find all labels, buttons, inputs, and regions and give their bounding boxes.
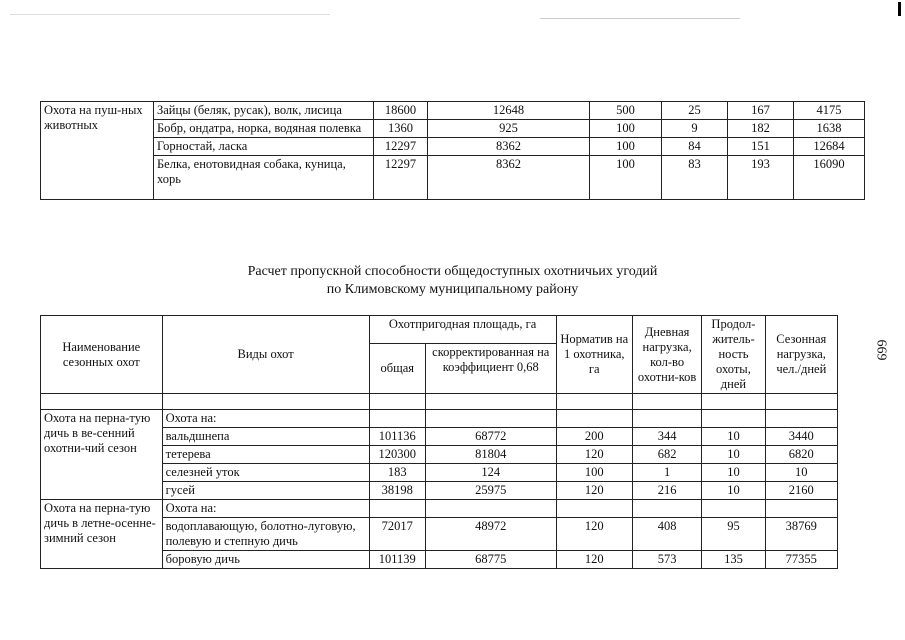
empty-cell (369, 500, 425, 518)
kind-cell: боровую дичь (162, 551, 369, 569)
empty-cell (41, 394, 163, 410)
daily-load-cell: 408 (632, 518, 701, 551)
adjusted-area-cell: 25975 (425, 482, 556, 500)
kind-cell: Белка, енотовидная собака, куница, хорь (154, 156, 374, 200)
header-season: Сезонная нагрузка, чел./дней (765, 316, 837, 394)
season-load-cell: 77355 (765, 551, 837, 569)
empty-cell (556, 500, 632, 518)
adjusted-area-cell: 81804 (425, 446, 556, 464)
total-area-cell: 12297 (374, 138, 428, 156)
kind-cell: Бобр, ондатра, норка, водяная полевка (154, 120, 374, 138)
empty-cell (632, 394, 701, 410)
season-load-cell: 16090 (794, 156, 865, 200)
adjusted-area-cell: 124 (425, 464, 556, 482)
norm-cell: 500 (590, 102, 662, 120)
scan-line (10, 14, 330, 15)
table-row (41, 138, 865, 156)
kind-cell: вальдшнепа (162, 428, 369, 446)
group-intro-cell: Охота на: (162, 500, 369, 518)
total-area-cell: 101136 (369, 428, 425, 446)
kind-cell: Горностай, ласка (154, 138, 374, 156)
header-row (41, 316, 838, 344)
table-row (41, 102, 865, 120)
empty-cell (702, 394, 765, 410)
duration-cell: 10 (702, 446, 765, 464)
duration-cell: 10 (702, 482, 765, 500)
empty-cell (765, 410, 837, 428)
season-load-cell: 6820 (765, 446, 837, 464)
season-load-cell: 3440 (765, 428, 837, 446)
season-load-cell: 38769 (765, 518, 837, 551)
daily-load-cell: 1 (632, 464, 701, 482)
group-intro-cell: Охота на: (162, 410, 369, 428)
title-line-1: Расчет пропускной способности общедоступных охотничьих угодий (247, 264, 658, 279)
season-load-cell: 2160 (765, 482, 837, 500)
season-load-cell: 4175 (794, 102, 865, 120)
total-area-cell: 101139 (369, 551, 425, 569)
total-area-cell: 18600 (374, 102, 428, 120)
daily-load-cell: 573 (632, 551, 701, 569)
total-area-cell: 183 (369, 464, 425, 482)
duration-cell: 135 (702, 551, 765, 569)
header-kinds: Виды охот (162, 316, 369, 394)
table-row (41, 410, 838, 428)
empty-cell (425, 394, 556, 410)
adjusted-area-cell: 68772 (425, 428, 556, 446)
norm-cell: 120 (556, 482, 632, 500)
empty-cell (702, 500, 765, 518)
header-norm: Норматив на 1 охотника, га (556, 316, 632, 394)
header-area-total: общая (369, 343, 425, 393)
daily-load-cell: 84 (662, 138, 728, 156)
total-area-cell: 12297 (374, 156, 428, 200)
table-row (41, 120, 865, 138)
total-area-cell: 72017 (369, 518, 425, 551)
group-name-cell: Охота на перна-тую дичь в ве-сенний охотни-чий сезон (41, 410, 163, 500)
page-number: 669 (873, 339, 889, 361)
kind-cell: тетерева (162, 446, 369, 464)
edge-mark (898, 2, 901, 16)
empty-cell (425, 500, 556, 518)
kind-cell: Зайцы (беляк, русак), волк, лисица (154, 102, 374, 120)
season-load-cell: 1638 (794, 120, 865, 138)
norm-cell: 100 (556, 464, 632, 482)
header-name: Наименование сезонных охот (41, 316, 163, 394)
table-row (41, 500, 838, 518)
daily-load-cell: 83 (662, 156, 728, 200)
norm-cell: 200 (556, 428, 632, 446)
norm-cell: 100 (590, 120, 662, 138)
adjusted-area-cell: 8362 (428, 156, 590, 200)
empty-cell (632, 410, 701, 428)
empty-cell (556, 394, 632, 410)
norm-cell: 120 (556, 551, 632, 569)
empty-cell (702, 410, 765, 428)
empty-cell (765, 500, 837, 518)
adjusted-area-cell: 12648 (428, 102, 590, 120)
empty-cell (632, 500, 701, 518)
title-line-2: по Климовскому муниципальному району (326, 282, 579, 297)
daily-load-cell: 682 (632, 446, 701, 464)
norm-cell: 100 (590, 156, 662, 200)
empty-cell (369, 394, 425, 410)
duration-cell: 182 (728, 120, 794, 138)
adjusted-area-cell: 925 (428, 120, 590, 138)
daily-load-cell: 216 (632, 482, 701, 500)
header-area: Охотпригодная площадь, га (369, 316, 556, 344)
total-area-cell: 120300 (369, 446, 425, 464)
duration-cell: 95 (702, 518, 765, 551)
duration-cell: 10 (702, 464, 765, 482)
empty-cell (162, 394, 369, 410)
norm-cell: 120 (556, 518, 632, 551)
spacer-row (41, 394, 838, 410)
group-name-cell: Охота на пуш-ных животных (41, 102, 154, 200)
total-area-cell: 1360 (374, 120, 428, 138)
group-name-cell: Охота на перна-тую дичь в летне-осенне-зимний сезон (41, 500, 163, 569)
duration-cell: 167 (728, 102, 794, 120)
empty-cell (556, 410, 632, 428)
duration-cell: 151 (728, 138, 794, 156)
kind-cell: гусей (162, 482, 369, 500)
adjusted-area-cell: 8362 (428, 138, 590, 156)
table-row (41, 156, 865, 200)
total-area-cell: 38198 (369, 482, 425, 500)
daily-load-cell: 344 (632, 428, 701, 446)
kind-cell: водоплавающую, болотно-луговую, полевую и степную дичь (162, 518, 369, 551)
header-duration: Продол-житель-ность охоты, дней (702, 316, 765, 394)
scan-line (540, 18, 740, 19)
capacity-table (40, 315, 838, 569)
adjusted-area-cell: 68775 (425, 551, 556, 569)
daily-load-cell: 25 (662, 102, 728, 120)
header-load: Дневная нагрузка, кол-во охотни-ков (632, 316, 701, 394)
season-load-cell: 12684 (794, 138, 865, 156)
empty-cell (369, 410, 425, 428)
norm-cell: 100 (590, 138, 662, 156)
duration-cell: 193 (728, 156, 794, 200)
daily-load-cell: 9 (662, 120, 728, 138)
empty-cell (765, 394, 837, 410)
fur-animals-table (40, 101, 865, 200)
season-load-cell: 10 (765, 464, 837, 482)
kind-cell: селезней уток (162, 464, 369, 482)
duration-cell: 10 (702, 428, 765, 446)
adjusted-area-cell: 48972 (425, 518, 556, 551)
empty-cell (425, 410, 556, 428)
header-area-adjusted: скорректированная на коэффициент 0,68 (425, 343, 556, 393)
norm-cell: 120 (556, 446, 632, 464)
